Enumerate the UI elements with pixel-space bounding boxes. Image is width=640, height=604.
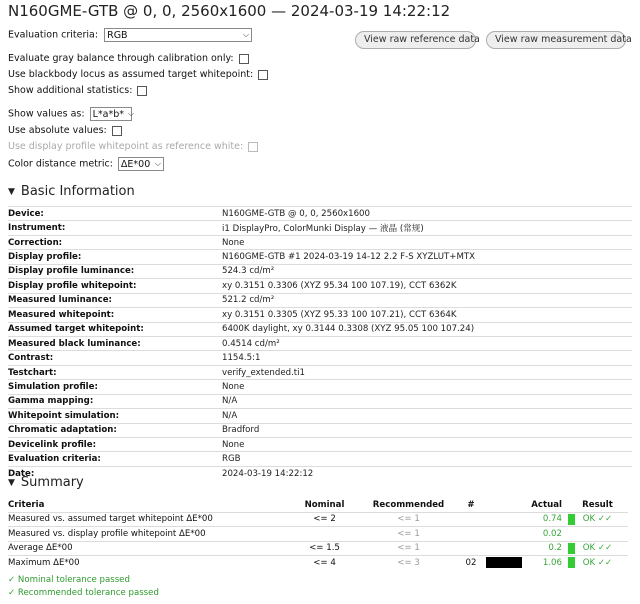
header-criteria: Criteria	[8, 499, 45, 510]
info-key: Contrast:	[8, 353, 54, 364]
info-value: 2024-03-19 14:22:12	[222, 468, 314, 479]
info-value: RGB	[222, 454, 241, 465]
summary-nominal: <= 2	[313, 514, 336, 525]
info-key: Instrument:	[8, 223, 66, 234]
summary-row	[8, 526, 628, 541]
summary-header-row	[8, 498, 628, 512]
info-value: Bradford	[222, 425, 260, 436]
summary-actual: 0.74	[542, 514, 562, 525]
summary-hash: 02	[465, 557, 477, 568]
info-value: None	[222, 439, 245, 450]
summary-criteria: Maximum ΔE*00	[8, 557, 80, 568]
display-whitepoint-checkbox	[248, 142, 258, 152]
view-raw-reference-button[interactable]: View raw reference data	[355, 31, 476, 49]
show-values-row	[8, 107, 135, 121]
basic-info-table	[8, 206, 632, 480]
info-value: verify_extended.ti1	[222, 367, 306, 378]
additional-stats-checkbox[interactable]	[137, 86, 147, 96]
chevron-down-icon: ⌵	[243, 30, 250, 39]
basic-info-heading-text: Basic Information	[20, 184, 135, 199]
info-key: Date:	[8, 468, 35, 479]
color-distance-label: Color distance metric:	[8, 158, 113, 170]
legend-recommended: ✓ Recommended tolerance passed	[8, 588, 159, 598]
summary-row	[8, 555, 628, 570]
info-row	[8, 278, 632, 292]
summary-result: OK ✓✓	[582, 557, 613, 568]
info-row	[8, 336, 632, 350]
summary-actual: 0.2	[548, 543, 562, 554]
blackbody-checkbox[interactable]	[258, 70, 268, 80]
info-row	[8, 235, 632, 249]
summary-criteria: Average ΔE*00	[8, 543, 73, 554]
summary-pass-bar	[568, 514, 575, 525]
header-recommended: Recommended	[372, 499, 445, 510]
summary-recommended: <= 1	[397, 514, 420, 525]
gray-balance-label: Evaluate gray balance through calibration only:	[8, 53, 234, 64]
absolute-values-label: Use absolute values:	[8, 125, 107, 136]
info-row	[8, 437, 632, 451]
summary-pass-bar	[568, 557, 575, 568]
color-distance-value: ΔE*00	[120, 158, 151, 170]
info-key: Measured luminance:	[8, 295, 112, 306]
info-key: Display profile luminance:	[8, 266, 135, 277]
info-row	[8, 451, 632, 465]
info-value: N160GME-GTB @ 0, 0, 2560x1600	[222, 208, 370, 219]
info-row	[8, 264, 632, 278]
summary-heading-text: Summary	[20, 475, 84, 490]
info-row	[8, 466, 632, 480]
summary-swatch	[486, 528, 522, 539]
header-swatch	[486, 499, 522, 510]
summary-swatch	[486, 543, 522, 554]
gray-balance-checkbox[interactable]	[239, 54, 249, 64]
summary-criteria: Measured vs. display profile whitepoint ΔE*00	[8, 528, 206, 539]
show-values-value: L*a*b*	[92, 108, 124, 120]
info-key: Device:	[8, 208, 44, 219]
display-whitepoint-label: Use display profile whitepoint as reference white:	[8, 141, 244, 152]
info-value: 524.3 cd/m²	[222, 266, 275, 277]
info-value: xy 0.3151 0.3305 (XYZ 95.33 100 107.21), CCT 6364K	[222, 309, 457, 320]
info-row	[8, 394, 632, 408]
basic-info-heading[interactable]	[8, 184, 135, 199]
display-whitepoint-row	[8, 141, 258, 152]
info-key: Gamma mapping:	[8, 396, 94, 407]
evaluation-criteria-value: RGB	[107, 29, 128, 41]
info-key: Whitepoint simulation:	[8, 410, 120, 421]
summary-swatch	[486, 557, 522, 568]
info-key: Display profile:	[8, 252, 82, 263]
additional-stats-label: Show additional statistics:	[8, 85, 133, 96]
info-row	[8, 220, 632, 234]
chevron-down-icon: ⌵	[154, 159, 161, 168]
info-key: Display profile whitepoint:	[8, 280, 137, 291]
additional-stats-row	[8, 85, 147, 96]
absolute-values-row	[8, 125, 122, 136]
info-row	[8, 423, 632, 437]
info-value: 0.4514 cd/m²	[222, 338, 280, 349]
header-result: Result	[582, 499, 613, 510]
summary-nominal: <= 1.5	[309, 543, 340, 554]
evaluation-criteria-label: Evaluation criteria:	[8, 29, 99, 41]
summary-swatch	[486, 514, 522, 525]
view-raw-measurement-button[interactable]: View raw measurement data	[486, 31, 626, 49]
gray-balance-row	[8, 53, 249, 64]
evaluation-criteria-row	[8, 28, 252, 42]
info-key: Devicelink profile:	[8, 439, 97, 450]
info-value: N/A	[222, 410, 238, 421]
summary-row	[8, 512, 628, 527]
header-bar	[568, 499, 575, 510]
info-value: i1 DisplayPro, ColorMunki Display — 液晶 (常规)	[222, 224, 424, 235]
info-row	[8, 206, 632, 220]
info-key: Testchart:	[8, 367, 57, 378]
info-key: Measured whitepoint:	[8, 309, 115, 320]
summary-actual: 0.02	[542, 528, 562, 539]
summary-actual: 1.06	[542, 557, 562, 568]
summary-table	[8, 498, 628, 570]
evaluation-criteria-select[interactable]	[104, 28, 252, 42]
blackbody-row	[8, 69, 268, 80]
summary-recommended: <= 3	[397, 557, 420, 568]
legend-nominal: ✓ Nominal tolerance passed	[8, 575, 130, 585]
info-value: N160GME-GTB #1 2024-03-19 14-12 2.2 F-S XYZLUT+MTX	[222, 252, 476, 263]
chevron-down-icon: ⌵	[127, 109, 135, 118]
info-row	[8, 350, 632, 364]
header-nominal: Nominal	[304, 499, 345, 510]
info-row	[8, 307, 632, 321]
info-row	[8, 379, 632, 393]
absolute-values-checkbox[interactable]	[112, 126, 122, 136]
show-values-select[interactable]	[90, 107, 135, 121]
summary-row	[8, 541, 628, 556]
summary-recommended: <= 1	[397, 528, 420, 539]
color-distance-select[interactable]	[118, 157, 164, 171]
info-row	[8, 408, 632, 422]
summary-criteria: Measured vs. assumed target whitepoint ΔE*00	[8, 514, 213, 525]
page-title: N160GME-GTB @ 0, 0, 2560x1600 — 2024-03-19 14:22:12	[8, 2, 451, 20]
info-key: Correction:	[8, 237, 63, 248]
info-key: Assumed target whitepoint:	[8, 324, 144, 335]
show-values-label: Show values as:	[8, 108, 85, 120]
collapse-triangle-icon: ▼	[8, 478, 15, 488]
info-key: Chromatic adaptation:	[8, 425, 117, 436]
info-value: 1154.5:1	[222, 353, 261, 364]
summary-recommended: <= 1	[397, 543, 420, 554]
info-value: xy 0.3151 0.3306 (XYZ 95.34 100 107.19), CCT 6362K	[222, 280, 457, 291]
info-row	[8, 365, 632, 379]
color-distance-row	[8, 157, 164, 171]
header-hash: #	[467, 499, 475, 510]
collapse-triangle-icon: ▼	[8, 187, 15, 197]
summary-result: OK ✓✓	[582, 514, 613, 525]
info-value: 6400K daylight, xy 0.3144 0.3308 (XYZ 95.05 100 107.24)	[222, 324, 475, 335]
summary-heading[interactable]	[8, 475, 84, 490]
summary-pass-bar	[568, 543, 575, 554]
blackbody-label: Use blackbody locus as assumed target whitepoint:	[8, 69, 254, 80]
info-value: None	[222, 381, 245, 392]
summary-result: OK ✓✓	[582, 543, 613, 554]
info-row	[8, 293, 632, 307]
info-value: None	[222, 237, 245, 248]
info-key: Simulation profile:	[8, 381, 98, 392]
info-value: 521.2 cd/m²	[222, 295, 275, 306]
header-actual: Actual	[531, 499, 562, 510]
info-key: Evaluation criteria:	[8, 454, 101, 465]
info-row	[8, 322, 632, 336]
info-row	[8, 249, 632, 263]
summary-pass-bar	[568, 528, 575, 539]
summary-nominal: <= 4	[313, 557, 336, 568]
info-value: N/A	[222, 396, 238, 407]
info-key: Measured black luminance:	[8, 338, 141, 349]
